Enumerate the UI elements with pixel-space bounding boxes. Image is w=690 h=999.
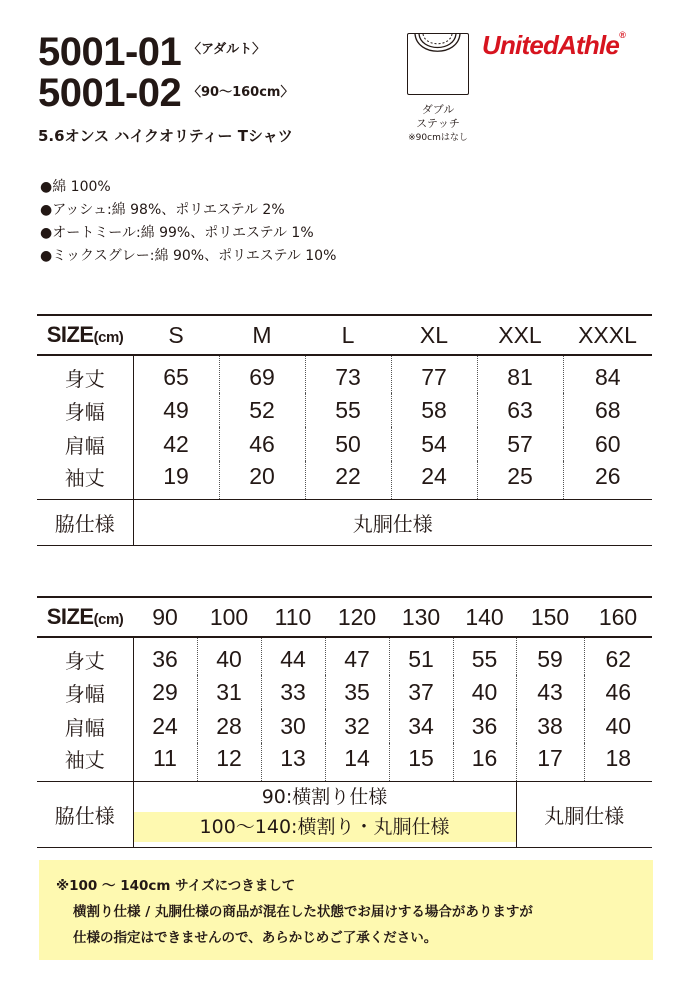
table-cell: 84 xyxy=(594,364,621,390)
table-cell: 36 xyxy=(453,709,516,743)
table-row xyxy=(37,743,652,781)
size-header-cell: L xyxy=(305,315,391,355)
materials-list xyxy=(40,176,336,268)
table-cell: 62 xyxy=(605,646,632,672)
table-cell: 47 xyxy=(325,637,389,675)
table-cell: 31 xyxy=(197,675,261,709)
table-cell: 25 xyxy=(477,461,563,499)
table-cell: 11 xyxy=(133,743,197,781)
row-label: 身幅 xyxy=(37,675,133,709)
size-header-label: SIZE(cm) xyxy=(37,597,133,637)
table-cell: 33 xyxy=(261,675,325,709)
table-cell: 40 xyxy=(197,637,261,675)
table-cell: 49 xyxy=(133,393,219,427)
size-header-cell: 100 xyxy=(197,597,261,637)
table-cell: 28 xyxy=(197,709,261,743)
model-number-kids: 5001-02 xyxy=(38,71,182,115)
table-cell: 54 xyxy=(391,427,477,461)
table-cell: 12 xyxy=(197,743,261,781)
row-label: 身幅 xyxy=(37,393,133,427)
table-cell: 40 xyxy=(453,675,516,709)
table-cell: 50 xyxy=(305,427,391,461)
notice-line: ※100 〜 140cm サイズにつきまして xyxy=(56,878,296,894)
table-cell: 43 xyxy=(516,675,584,709)
table-cell: 17 xyxy=(516,743,584,781)
table-cell: 77 xyxy=(391,355,477,393)
table-cell: 60 xyxy=(594,430,621,457)
table-row xyxy=(37,637,652,675)
collar-caption xyxy=(398,103,478,145)
size-header-cell: 110 xyxy=(261,597,325,637)
row-label: 肩幅 xyxy=(37,427,133,461)
table-cell: 24 xyxy=(133,709,197,743)
brand-logo xyxy=(482,30,625,61)
table-row xyxy=(37,675,652,709)
table-cell: 69 xyxy=(219,355,305,393)
table-cell: 38 xyxy=(516,709,584,743)
table-cell: 55 xyxy=(453,637,516,675)
table-cell: 24 xyxy=(391,461,477,499)
side-spec-value: 丸胴仕様 xyxy=(133,499,652,545)
table-cell: 29 xyxy=(133,675,197,709)
table-row xyxy=(37,427,652,461)
table-cell: 13 xyxy=(261,743,325,781)
table-cell: 58 xyxy=(391,393,477,427)
side-spec-split-cell xyxy=(133,781,516,847)
collar-diagram-icon xyxy=(407,33,469,95)
model-kids-label: 〈90〜160cm〉 xyxy=(188,85,294,100)
table-row xyxy=(37,355,652,393)
side-spec-row xyxy=(37,781,652,847)
size-header-cell: XL xyxy=(391,315,477,355)
side-spec-label: 脇仕様 xyxy=(37,781,133,847)
material-item: ● オートミール:綿 99%、ポリエステル 1% xyxy=(40,222,336,245)
size-header-cell: S xyxy=(133,315,219,355)
table-cell: 32 xyxy=(325,709,389,743)
material-item: ● アッシュ:綿 98%、ポリエステル 2% xyxy=(40,199,336,222)
table-header-row xyxy=(37,597,652,637)
table-cell: 37 xyxy=(389,675,453,709)
table-cell: 30 xyxy=(261,709,325,743)
table-cell: 81 xyxy=(477,355,563,393)
material-item: ● 綿 100% xyxy=(40,176,336,199)
size-header-cell: M xyxy=(219,315,305,355)
table-cell: 22 xyxy=(305,461,391,499)
notice-line: 横割り仕様 / 丸胴仕様の商品が混在した状態でお届けする場合がありますが xyxy=(73,904,533,920)
size-header-cell: XXL xyxy=(477,315,563,355)
product-name: 5.6オンス ハイクオリティー Tシャツ xyxy=(38,127,293,145)
row-label: 肩幅 xyxy=(37,709,133,743)
brand-logo-text: UnitedAthle xyxy=(482,30,620,60)
size-header-label: SIZE(cm) xyxy=(37,315,133,355)
row-label: 袖丈 xyxy=(37,461,133,499)
table-cell: 15 xyxy=(389,743,453,781)
material-item: ● ミックスグレー:綿 90%、ポリエステル 10% xyxy=(40,245,336,268)
notice-box xyxy=(39,860,653,960)
size-header-cell: 120 xyxy=(325,597,389,637)
table-cell: 36 xyxy=(133,637,197,675)
table-cell: 19 xyxy=(133,461,219,499)
row-label: 身丈 xyxy=(37,355,133,393)
notice-line: 仕様の指定はできませんので、あらかじめご了承ください。 xyxy=(73,930,438,946)
table-cell: 34 xyxy=(389,709,453,743)
table-cell: 57 xyxy=(477,427,563,461)
table-row xyxy=(37,461,652,499)
table-cell: 18 xyxy=(605,745,632,772)
table-cell: 63 xyxy=(477,393,563,427)
table-row xyxy=(37,709,652,743)
kids-size-table xyxy=(37,596,652,848)
table-cell: 20 xyxy=(219,461,305,499)
side-spec-value-90: 90:横割り仕様 xyxy=(261,786,388,808)
table-cell: 44 xyxy=(261,637,325,675)
model-adult-label: 〈アダルト〉 xyxy=(188,42,266,57)
size-header-cell: 160 xyxy=(584,597,652,637)
table-cell: 65 xyxy=(133,355,219,393)
size-header-cell: 90 xyxy=(133,597,197,637)
brand-registered-mark: ® xyxy=(619,30,625,40)
table-cell: 46 xyxy=(219,427,305,461)
table-cell: 68 xyxy=(594,396,621,423)
size-header-cell: 140 xyxy=(453,597,516,637)
table-cell: 14 xyxy=(325,743,389,781)
model-number-adult: 5001-01 xyxy=(38,30,182,74)
side-spec-label: 脇仕様 xyxy=(37,499,133,545)
table-cell: 16 xyxy=(453,743,516,781)
size-header-cell: XXXL xyxy=(563,315,652,355)
side-spec-value-100-140: 100〜140:横割り・丸胴仕様 xyxy=(134,812,516,842)
table-cell: 52 xyxy=(219,393,305,427)
size-header-cell: 150 xyxy=(516,597,584,637)
table-cell: 51 xyxy=(389,637,453,675)
side-spec-row xyxy=(37,499,652,545)
side-spec-value-150-160: 丸胴仕様 xyxy=(516,781,652,847)
table-cell: 26 xyxy=(594,463,621,490)
table-cell: 59 xyxy=(516,637,584,675)
table-cell: 35 xyxy=(325,675,389,709)
collar-caption-line-1: ダブル xyxy=(421,103,455,116)
table-cell: 40 xyxy=(605,712,632,739)
table-header-row xyxy=(37,315,652,355)
table-cell: 55 xyxy=(305,393,391,427)
table-cell: 46 xyxy=(605,678,632,705)
collar-caption-line-2: ステッチ xyxy=(416,117,460,130)
collar-note: ※90cmはなし xyxy=(408,133,468,143)
adult-size-table xyxy=(37,314,652,546)
row-label: 袖丈 xyxy=(37,743,133,781)
table-row xyxy=(37,393,652,427)
table-cell: 42 xyxy=(133,427,219,461)
size-header-cell: 130 xyxy=(389,597,453,637)
row-label: 身丈 xyxy=(37,637,133,675)
table-cell: 73 xyxy=(305,355,391,393)
